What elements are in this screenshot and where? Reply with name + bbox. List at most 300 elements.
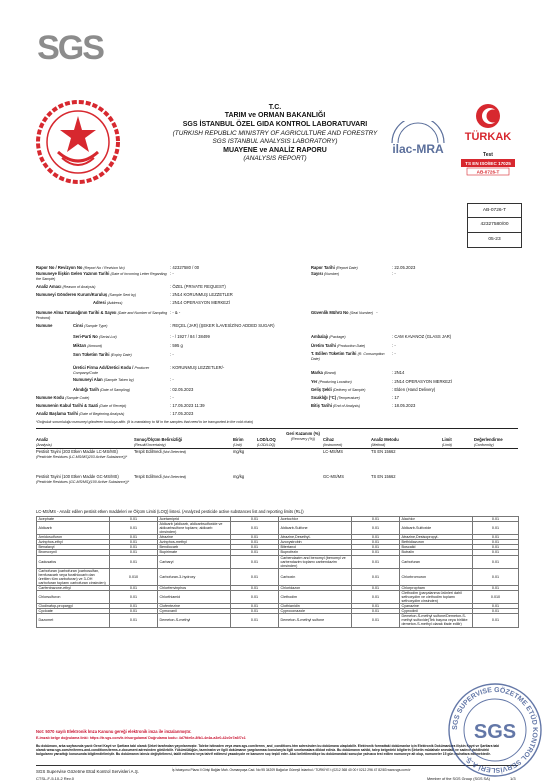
info-footnote: *Doğruluk sorumluluğu numuneyi gönderen kuruluşa aittir. (It is mandatory to fill in the samples that need to be transported in the cold chain): [36, 420, 254, 424]
loq-substance: Buprofezin: [279, 550, 352, 555]
info-label-en: (Amount): [87, 344, 103, 348]
info-value-text: 2N14 KORUNMUŞ LEZZETLER: [172, 292, 233, 297]
turkak-logo-text: TÜRKAK: [464, 131, 512, 143]
info-sent-by: [36, 293, 136, 299]
analysis-row-1-unit: mg/kg: [233, 449, 245, 454]
loq-substance: Clethodim (parçalanma ürünleri dahil sethoxydim ve clethodim toplamı sethoxydim cinsinden): [400, 591, 473, 604]
loq-value: 0.01: [352, 604, 400, 609]
info-value-text: -: [172, 395, 174, 400]
info-label: T. Edilen Tüketim Tarihi: [311, 351, 357, 356]
footer-form-code: CTSL-F-5.10-2 Rev.0: [36, 776, 74, 781]
info-value-text: 17.05.2023: [172, 411, 194, 416]
loq-substance: Cycloate: [37, 609, 110, 614]
loq-substance: Clodinafop-propargyl: [37, 604, 110, 609]
info-value: : -: [170, 377, 174, 382]
stamp-center-text: SGS: [473, 721, 517, 743]
info-label: Sayısı: [311, 271, 323, 276]
info-label: Numuneyi Alan: [73, 377, 103, 382]
header-ministry-en: (TURKISH REPUBLIC MINISTRY OF AGRICULTURE AND FORESTRY: [172, 130, 378, 137]
info-sample-taken-by: [73, 378, 134, 384]
info-location: [311, 380, 352, 386]
loq-value: 0.01: [231, 535, 279, 540]
info-temperature: [311, 396, 360, 402]
loq-substance: Boscalid: [400, 545, 473, 550]
info-brand: [311, 371, 336, 377]
col-result: [134, 438, 182, 447]
info-value: : 2N14 KORUNMUŞ LEZZETLER: [170, 292, 233, 297]
info-value-text: KORUNMUŞ LEZZETLER/-: [172, 365, 225, 370]
info-label-en: (Date and Number of Sampling Protocol): [36, 311, 168, 320]
col-recovery-label: Geri Kazanım (%): [286, 431, 320, 436]
loq-value: 0.01: [110, 585, 158, 590]
info-label: Numune Kodu: [36, 395, 64, 400]
info-value: : -: [170, 395, 174, 400]
ilac-logo-text: ilac-MRA: [392, 142, 444, 156]
header-ministry: TARIM ve ORMAN BAKANLIĞI: [224, 112, 326, 119]
info-value: : 17.05.2023: [170, 411, 194, 416]
report-title-en: (ANALYSIS REPORT): [243, 155, 307, 162]
info-value: : Elden (Hand Delivery): [392, 387, 436, 392]
loq-value: 0.01: [473, 585, 519, 590]
info-value: : 2N14 OPERASYON MERKEZİ: [392, 379, 452, 384]
loq-value: 0.01: [473, 555, 519, 568]
loq-value: 0.01: [110, 591, 158, 604]
col-recovery: [286, 432, 320, 441]
analysis-result-en: (Not Detected): [162, 475, 187, 479]
col-analysis: [36, 438, 52, 447]
loq-substance: Bendiocarb: [158, 545, 231, 550]
loq-row: [37, 522, 519, 535]
analysis-name-en: (Pesticide Residues (LC-MS/MS)203 Active Substance))*: [36, 454, 128, 459]
loq-value: 0.01: [110, 614, 158, 627]
analysis-row-1-instrument: LC-MS/MS: [323, 449, 344, 454]
loq-substance: Clothianidin: [279, 604, 352, 609]
info-label-en: (Serial-Lot): [98, 335, 117, 339]
col-unit-label-en: (Unit): [233, 442, 242, 447]
company-stamp: [444, 680, 546, 780]
analysis-result: Tespit Edilmedi: [134, 474, 162, 479]
col-instrument-label-en: (Instrument): [323, 442, 343, 447]
analysis-row-2-instrument: GC-MS/MS: [323, 474, 344, 479]
header-tc: T.C.: [268, 104, 282, 111]
col-limit-label: Limit: [442, 437, 452, 442]
col-analysis-label-en: (Analysis): [36, 442, 52, 447]
loq-substance: Azoxystrobin: [279, 540, 352, 545]
info-label: Miktarı: [73, 343, 87, 348]
info-label: Üretici Firma Adı/Üretici Kodu /: [73, 365, 134, 370]
col-conformity: [474, 438, 503, 447]
info-label-en: (Date of Beginning Analysis): [79, 412, 125, 416]
loq-value: 0.01: [473, 609, 519, 614]
loq-value: 0.01: [473, 545, 519, 550]
loq-substance: Dazomet: [37, 614, 110, 627]
info-number: [311, 272, 339, 278]
turkak-test-label: Test: [483, 152, 493, 158]
header-lab: SGS İSTANBUL ÖZEL GIDA KONTROL LABORATUVARI: [182, 121, 368, 128]
loq-value: 0.01: [352, 614, 400, 627]
analysis-row-1-result: [134, 450, 186, 455]
loq-substance: Demeton-S-methyl sulfone/Demeton-S-methyl sulfoxide(Tek başına veya birlikte demeton-S-methyl olarak ifade edilir): [400, 614, 473, 627]
info-label: Seri-Parti No: [73, 334, 98, 339]
info-label-en: (Delivery of Sample): [332, 388, 366, 392]
accreditation-box: [467, 203, 522, 248]
loq-value: 0.01: [110, 604, 158, 609]
header-lab-en: SGS ISTANBUL ANALYSIS LABORATORY): [212, 138, 338, 145]
loq-row: [37, 614, 519, 627]
analysis-row-2-name: [36, 475, 132, 484]
col-method: [371, 438, 399, 447]
footer-member: Member of the SGS Group (SGS SA): [427, 777, 490, 781]
info-value: : 02.05.2023: [170, 387, 194, 392]
info-sample-type: [73, 324, 107, 330]
info-seal-number: [311, 311, 378, 317]
info-label: Numune Alma Tutanağının Tarihi & Sayısı: [36, 310, 117, 315]
ministry-logo: [36, 100, 120, 184]
info-label: Son Tüketim Tarihi: [73, 352, 110, 357]
loq-value: 0.01: [231, 614, 279, 627]
loq-value: 0.01: [231, 545, 279, 550]
info-value-text: 22.05.2023: [394, 265, 416, 270]
info-consumption-date: [311, 351, 391, 361]
loq-value: 0.01: [231, 555, 279, 568]
loq-value: 0.01: [352, 585, 400, 590]
info-label-en: (Reason of Analysis): [62, 285, 96, 289]
stamp-ring-text: SGS SUPERVISE GÖZETME ETÜD KONTROL SERVİSLERİ A.Ş.: [451, 686, 539, 774]
info-label: Analiz Amacı: [36, 284, 62, 289]
info-letter-date: [36, 271, 168, 281]
loq-substance: Chloridazon: [279, 585, 352, 590]
info-value-text: REÇEL (JAR) (ŞEKER İLAVESİZ/NO ADDED SUGAR): [172, 323, 275, 328]
info-value: : - / 1927 / 84 / 38499: [170, 334, 210, 339]
info-label: Ambalajı: [311, 334, 329, 339]
loq-substance: Chlorpropham: [400, 585, 473, 590]
col-method-label-en: (Method): [371, 442, 386, 447]
info-value-text: 17: [394, 395, 399, 400]
info-value-text: ÖZEL (PRIVATE REQUEST): [172, 284, 226, 289]
loq-substance: Carbaryl: [158, 555, 231, 568]
info-value: : ÖZEL (PRIVATE REQUEST): [170, 284, 226, 289]
info-label-en: (Sample Taken by): [103, 378, 134, 382]
info-label: Numuneyi Gönderen Kurum/Kuruluş: [36, 292, 108, 297]
info-amount: [73, 344, 102, 350]
analysis-row-1-method: TS EN 15662: [371, 449, 396, 454]
col-conformity-label-en: (Conformity): [474, 442, 494, 447]
loq-value: 0.01: [231, 568, 279, 585]
analysis-result: Tespit Edilmedi: [134, 449, 162, 454]
loq-table: [36, 516, 519, 628]
info-value-text: 17.05.2023 11:39: [172, 403, 205, 408]
col-lodloq: [257, 438, 276, 447]
analysis-name: Pestisit Tayini (203 Etken Madde LC-MS/MS): [36, 449, 118, 454]
turkak-code-label: AB-0726-T: [476, 169, 500, 175]
loq-value: 0.01: [110, 545, 158, 550]
analysis-row-2-method: TS EN 15662: [371, 474, 396, 479]
loq-substance: Aldicarb-Sulfone: [279, 522, 352, 535]
info-label: Geliş Şekli: [311, 387, 332, 392]
loq-substance: Cyprodinil: [400, 609, 473, 614]
loq-substance: Aldicarb: [37, 522, 110, 535]
info-value: : 22.05.2023: [392, 265, 416, 270]
info-value-text: 18.05.2023: [394, 403, 416, 408]
loq-value: 0.01: [473, 550, 519, 555]
info-label-en: (Date of Receipt): [99, 404, 127, 408]
col-instrument: [323, 438, 342, 447]
info-producer: [73, 365, 169, 375]
sgs-logo: [36, 28, 104, 68]
info-value: : 595 g: [170, 343, 183, 348]
info-label-en: (Temperature): [337, 396, 360, 400]
info-value-text: -: [172, 271, 174, 276]
report-title: MUAYENE ve ANALİZ RAPORU: [223, 147, 327, 154]
loq-substance: Cyanazine: [400, 604, 473, 609]
loq-substance: Cyproconazole: [279, 609, 352, 614]
info-value: : 2N14: [392, 370, 405, 375]
info-label-en: (Expiry Date): [110, 353, 132, 357]
loq-substance: Chlorbromuron: [400, 568, 473, 585]
accreditation-report-no: 42327580/00: [467, 218, 522, 233]
info-label: Rapor No / Revizyon No: [36, 265, 83, 270]
info-value-text: -: [394, 343, 396, 348]
info-value: : - & -: [170, 310, 181, 315]
info-label: Cinsi: [73, 323, 84, 328]
loq-substance: Carbofuran-3-hydroxy: [158, 568, 231, 585]
info-production-date: [311, 344, 365, 350]
loq-substance: Bromoxynil: [37, 550, 110, 555]
col-method-label: Analiz Metodu: [371, 437, 399, 442]
loq-substance: Chlorsulfuron: [37, 591, 110, 604]
info-value: : 2N14 OPERASYON MERKEZİ: [170, 300, 230, 305]
info-serial-lot: [73, 335, 117, 341]
info-reason: [36, 285, 96, 291]
loq-substance: Azinphos-methyl: [158, 540, 231, 545]
loq-substance: Alachlor: [400, 517, 473, 522]
info-sample-code: [36, 396, 89, 402]
loq-substance: Azinphos-ethyl: [37, 540, 110, 545]
col-limit: [442, 438, 452, 447]
footer-page: 1/3: [510, 776, 516, 781]
analysis-name: Pestisit Tayini (100 Etken Madde GC-MS/MS): [36, 474, 119, 479]
info-value: : 42327580 / 00: [170, 265, 200, 270]
info-value: : 17: [392, 395, 399, 400]
loq-substance: Chlorthiamid: [158, 591, 231, 604]
loq-value: 0.01: [110, 609, 158, 614]
loq-value: 0.01: [110, 522, 158, 535]
loq-value: 0.01: [473, 568, 519, 585]
loq-value: 0.01: [473, 614, 519, 627]
loq-value: 0.01: [231, 550, 279, 555]
info-value: : KORUNMUŞ LEZZETLER/-: [170, 365, 225, 370]
info-delivery: [311, 388, 365, 394]
loq-value: 0.01: [473, 535, 519, 540]
info-label-en: (Report No / Revision No): [83, 266, 125, 270]
loq-value: 0.01: [473, 604, 519, 609]
info-value-text: -: [172, 352, 174, 357]
loq-substance: Demeton-S-methyl: [158, 614, 231, 627]
info-value: : 18.05.2023: [392, 403, 416, 408]
info-label-en: (Producing Location): [318, 380, 352, 384]
loq-value: 0.01: [231, 540, 279, 545]
loq-substance: Bethidiazuron: [400, 540, 473, 545]
loq-substance: Carbendazim and benomyl (benomyl ve carbendazim toplamı carbendazim cinsinden): [279, 555, 352, 568]
col-conformity-label: Değerlendirme: [474, 437, 503, 442]
info-value: : -: [392, 343, 396, 348]
loq-substance: Amidosulfuron: [37, 535, 110, 540]
loq-value: 0.010: [110, 568, 158, 585]
accreditation-period: 05-23: [467, 233, 522, 248]
loq-substance: Cymoxanil: [158, 609, 231, 614]
loq-value: 0.01: [110, 555, 158, 568]
info-value: : -: [392, 271, 396, 276]
info-receipt-date: [36, 404, 126, 410]
info-value: : -: [392, 351, 396, 356]
info-label-en: (Package): [329, 335, 346, 339]
loq-value: 0.01: [352, 550, 400, 555]
analysis-name-en: (Pesticide Residues (GC-MS/MS)(100 Active Substance))*: [36, 479, 130, 484]
footer-address: İş İstasyonu Plaza II Girişi Bağlar Mah. Osmanpaşa Cad. No:95 34209 Bağcılar Güneşli İstanbul / TÜRKİYE t (0212 368 40 00 f 0212 296 47 82/83 www.sgs.com.tr: [172, 768, 411, 772]
loq-value: 0.01: [473, 517, 519, 522]
col-unit: [233, 438, 243, 447]
loq-substance: Carboxin: [279, 568, 352, 585]
info-value-text: 2N14 OPERASYON MERKEZİ: [172, 300, 230, 305]
info-value-text: 02.05.2023: [172, 387, 194, 392]
col-lodloq-label-en: (LOD/LOQ): [257, 442, 276, 447]
loq-value: 0.01: [352, 591, 400, 604]
info-value-text: -: [376, 310, 378, 315]
loq-substance: Butralin: [400, 550, 473, 555]
info-label-en: (Production Date): [337, 344, 366, 348]
loq-substance: Bupirimate: [158, 550, 231, 555]
info-value: : -: [170, 271, 174, 276]
info-value-text: 2N14: [394, 370, 405, 375]
info-begin-date: [36, 412, 124, 418]
info-label: Yer: [311, 379, 318, 384]
turkak-standard-label: TS EN ISO/IEC 17025: [465, 161, 511, 166]
loq-substance: Aldicarb (aldicarb, aldicarbsulfoxide ve aldicarbsulfone toplamı; aldicarb cinsinden): [158, 522, 231, 535]
loq-substance: Atrazine,Desethyl-: [279, 535, 352, 540]
analysis-row-1-name: [36, 450, 132, 459]
info-value-text: Elden (Hand Delivery): [394, 387, 436, 392]
info-sampling-date: [73, 388, 130, 394]
loq-value: 0.01: [110, 550, 158, 555]
col-unit-label: Birim: [233, 437, 244, 442]
info-label: Rapor Tarihi: [311, 265, 335, 270]
info-value-text: - / 1927 / 84 / 38499: [172, 334, 210, 339]
info-value-text: 595 g: [172, 343, 183, 348]
loq-value: 0.01: [352, 609, 400, 614]
loq-substance: Cadusafos: [37, 555, 110, 568]
loq-value: 0.01: [110, 517, 158, 522]
loq-value: 0.01: [473, 540, 519, 545]
col-analysis-label: Analiz: [36, 437, 49, 442]
loq-value: 0.01: [352, 517, 400, 522]
loq-value: 0.01: [231, 591, 279, 604]
info-label: Bitiş Tarihi: [311, 403, 332, 408]
info-value-text: - & -: [172, 310, 181, 315]
info-label: Numuneye İlişkin Gelen Yazının Tarihi: [36, 271, 110, 276]
loq-value: 0.01: [110, 535, 158, 540]
loq-value: 0.010: [473, 591, 519, 604]
analysis-result-en: (Not Detected): [162, 450, 187, 454]
loq-value: 0.01: [231, 517, 279, 522]
info-value-text: 42327580 / 00: [172, 265, 200, 270]
footer-company: SGS Supervise Gözetme Etüd Kontrol Servisleri A.Ş.: [36, 769, 139, 774]
sgs-logo-text: SGS: [37, 29, 103, 67]
verification-link[interactable]: E-imzalı belge doğrulama linki: https://tr.sgs.com/tr-tr/sorgulama/ Doğrulama kodu: 4d7fde6e-8fb1-4e4a-a3e0-42c0e7a6f7c1: [36, 736, 246, 740]
loq-value: 0.01: [352, 540, 400, 545]
loq-value: 0.01: [352, 535, 400, 540]
info-label-en: (Report Date): [335, 266, 358, 270]
info-label-en: (Brand): [323, 371, 336, 375]
col-result-label: Sonuç/Ölçüm Belirsizliği: [134, 437, 182, 442]
loq-table-body: [37, 517, 519, 628]
info-label: Numunenin Kabul Tarihi & Saati: [36, 403, 99, 408]
info-label-en: Producer Company/Code: [73, 366, 150, 375]
loq-value: 0.01: [352, 555, 400, 568]
terms-note: Bu dokümanı, arka sayfasında yazılı Genel Kayıt ve Şartlara tabi olarak Şirket tarafından yayınlanmıştır. Talebe istinaden veya www.sgs.com/terms_and_conditions.htm adresinden bu dokümana ulaşılabilir. Elektronik formattaki dokümanlar için Elektronik Dokümanlara ilişkin Kayıt ve Şartlara tabi olarak www.sgs.com/en/terms-and-conditions/terms-e-document adresinden görülebilir. Yükümlülüğün, tazminatın ve ilgili dokümanın yargılanması konularıyla ilgili sınırlamalara dikkat ediniz. Bu dokümanın sahibi, talep belgedeki bilgilerin Şirketin müdahale anındaki ve sadece dahilindeki bulgularını yansıttığı konusunda bilgilendirilmiştir. Bu dokümanın izinsiz değiştirilmesi, taklit edilmesi veya tahrif edilmesi yasadışıdır ve kanunen suç teşkil eder. Aksi belirtilmedikçe bu dokümandaki sonuçlar yalnızca test edilen numuneye ait olup, numuneler 15 gün muhafaza edilmektedir.: [36, 744, 500, 757]
loq-substance: Atrazine,Desisopropyl-: [400, 535, 473, 540]
loq-substance: Atrazine: [158, 535, 231, 540]
info-label-en: (Sample Code): [65, 396, 90, 400]
info-label: Üretim Tarihi: [311, 343, 336, 348]
info-value-text: CAM KAVANOZ (GLASS JAR): [394, 334, 452, 339]
loq-substance: Benalaxyl: [37, 545, 110, 550]
info-value: : CAM KAVANOZ (GLASS JAR): [392, 334, 452, 339]
info-label-en: (End of Analysis): [333, 404, 361, 408]
info-sample-section: Numune: [36, 323, 53, 328]
loq-substance: Aldicarb-Sulfoxide: [400, 522, 473, 535]
loq-substance: Acetamiprid: [158, 517, 231, 522]
loq-substance: Demeton-S-methyl sulfone: [279, 614, 352, 627]
info-value-text: -: [394, 351, 396, 356]
loq-value: 0.01: [352, 545, 400, 550]
info-value-text: -: [394, 271, 396, 276]
loq-value: 0.01: [231, 522, 279, 535]
loq-substance: Carbofuran (carbofuran (carbosulfan, benfuracarb veya furathiocarb dan üretilen tüm carbofuran) ve 3-OH carbofuran toplamı carbofuran cinsinden): [37, 568, 110, 585]
loq-row: [37, 568, 519, 585]
loq-value: 0.01: [231, 585, 279, 590]
col-instrument-label: Cihaz: [323, 437, 334, 442]
loq-value: 0.01: [110, 540, 158, 545]
loq-row: [37, 555, 519, 568]
info-value: : REÇEL (JAR) (ŞEKER İLAVESİZ/NO ADDED SUGAR): [170, 323, 275, 328]
loq-substance: Acephate: [37, 517, 110, 522]
info-address: [93, 301, 122, 307]
e-signature-note: Not: 5070 sayılı Elektronik İmza Kanunu gereği elektronik imza ile imzalanmıştır.: [36, 729, 192, 734]
info-label-en: (Address): [106, 301, 123, 305]
loq-value: 0.01: [231, 609, 279, 614]
info-label: Güvenlik Mührü No: [311, 310, 349, 315]
info-label-en: (Number): [323, 272, 340, 276]
analysis-top-rule: [36, 428, 518, 429]
info-label: Sıcaklığı (°C): [311, 395, 337, 400]
loq-substance: Acetochlor: [279, 517, 352, 522]
col-limit-label-en: (Limit): [442, 442, 452, 447]
info-label-en: (R. Consumption Date): [311, 352, 385, 361]
loq-substance: Carfentrazone-ethyl: [37, 585, 110, 590]
turkak-logo: [457, 100, 519, 184]
accreditation-code: AB-0726-T: [467, 203, 522, 218]
info-label: Adresi: [93, 300, 106, 305]
loq-value: 0.01: [352, 568, 400, 585]
info-sampling-protocol: [36, 310, 168, 320]
col-result-label-en: (Result/Uncertainty): [134, 442, 166, 447]
loq-substance: Clofentezine: [158, 604, 231, 609]
loq-table-title: LC-MS/MS - Analiz edilen pestisit etken maddeleri ve Ölçüm Limiti (LOQ) listesi. (Analyzed pesticide active substances list and reporting limits (RL)): [36, 509, 304, 514]
info-value-text: -: [172, 377, 174, 382]
info-label-en: (Sample Type): [84, 324, 108, 328]
loq-value: 0.01: [352, 522, 400, 535]
loq-substance: Chlorfenvinphos: [158, 585, 231, 590]
